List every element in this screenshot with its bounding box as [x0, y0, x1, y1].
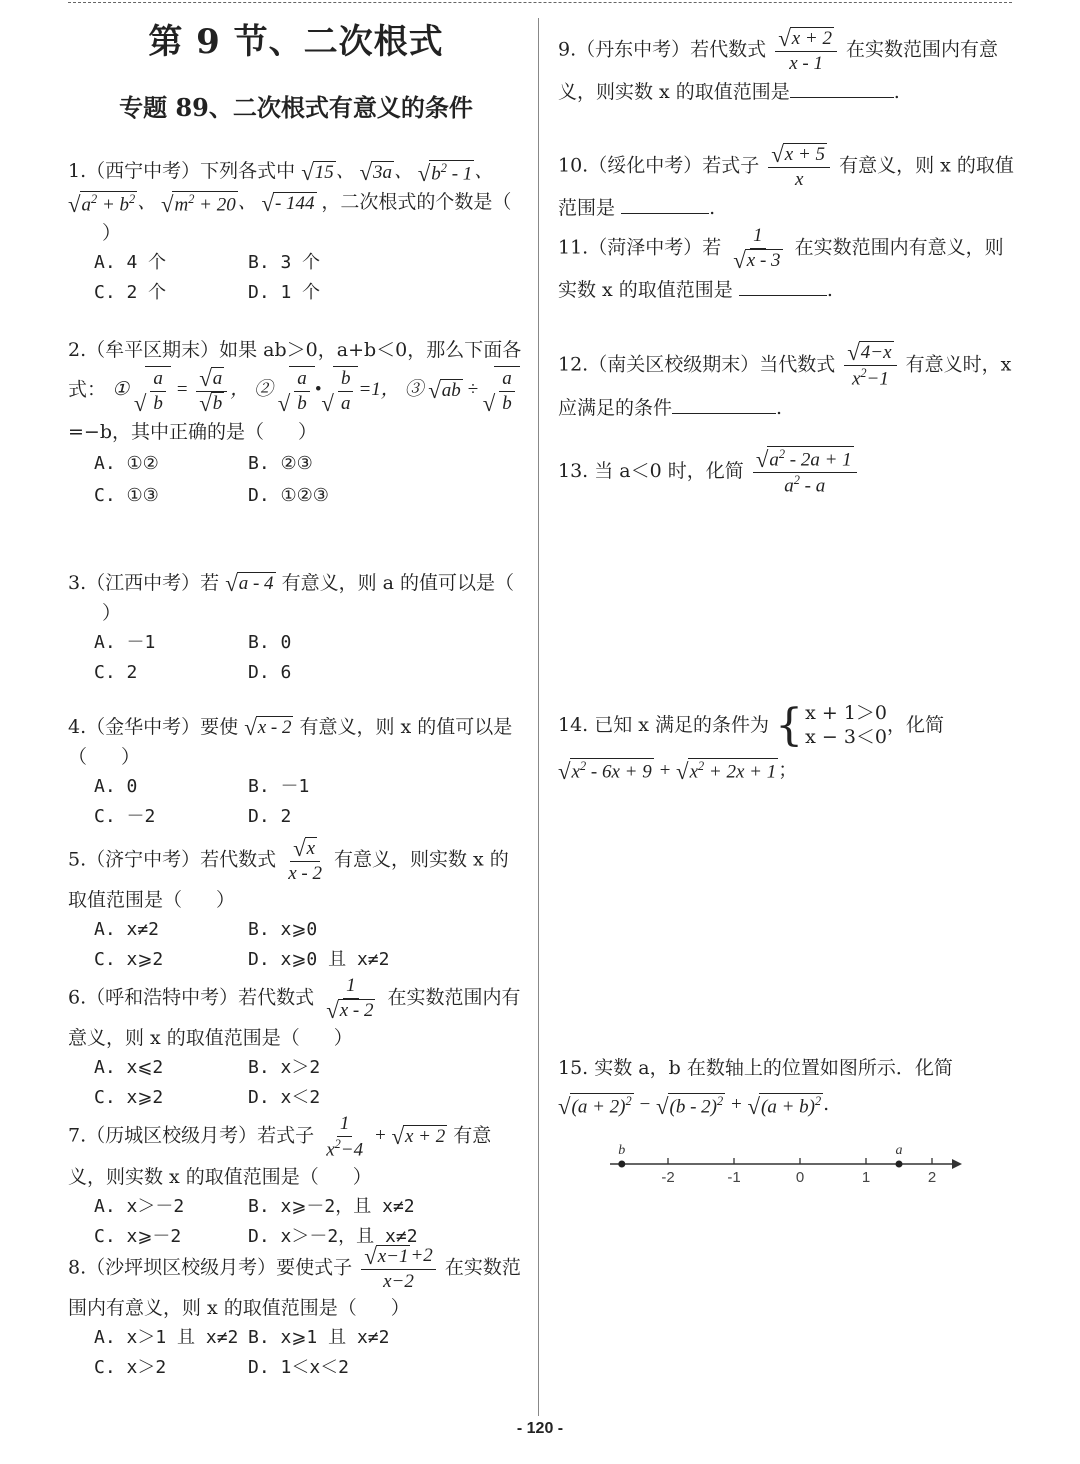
q1-options: [68, 248, 524, 308]
q12-expression: √ 4−x $x^2-1$: [844, 340, 896, 391]
tick-label: 2: [927, 1169, 937, 1186]
q15-expression: √ $(a + 2)^2$ − √ (b - 2)$^2$ + √ $(a + b)^2$: [558, 1093, 822, 1119]
q7-options: [68, 1192, 524, 1252]
option: C. 2 个: [94, 282, 167, 303]
q3-options: [68, 628, 524, 688]
q5-expression: √ x x - 2: [288, 835, 322, 884]
option: B. x＞2: [248, 1057, 321, 1079]
q11-expression: 1 √ x - 3: [733, 225, 781, 274]
option: B. ②③: [248, 453, 313, 475]
option: D. 1 个: [248, 282, 321, 303]
number-line: [600, 1140, 970, 1190]
option: C. x⩾－2: [94, 1225, 182, 1247]
option: B. 0: [248, 632, 292, 653]
question-7: 7.（历城区校级月考）若式子 $\frac{1}{x^2-4}$ + √ x + 2 有意义，则实数 x 的取值范围是（ ） A. x＞－2 B. x⩾－2，且 x≠2 C. x⩾－2 D. x＞－2，且 x≠2: [68, 1112, 524, 1252]
q2-equation-2: ② √ $\frac{a}{b}$ • √ $\frac{b}{a}$ =1，: [253, 368, 400, 416]
option: A. ①②: [94, 453, 159, 475]
topic-title: 专题 89、二次根式有意义的条件: [119, 93, 473, 122]
q8-expression: √ x−1 +2 x−2: [361, 1244, 436, 1293]
tick-label: -2: [661, 1169, 675, 1186]
option: A. x≠2: [94, 919, 160, 941]
option: D. x⩾0 且 x≠2: [248, 949, 390, 971]
question-12: 12.（南关区校级期末）当代数式 √ 4−x $x^2-1$ 有意义时，x 应满足的条件 .: [558, 339, 1012, 419]
answer-blank: [621, 193, 709, 214]
q6-expression: 1 √ x - 2: [326, 975, 374, 1024]
q4-options: [68, 772, 524, 832]
number-line-arrow: [952, 1159, 962, 1169]
top-border: [68, 2, 1012, 3]
answer-blank: [790, 77, 894, 98]
q4-expression: √ x - 2: [244, 715, 292, 741]
question-3: 3.（江西中考）若 √ a - 4 有意义，则 a 的值可以是（） A. －1 B. 0 C. 2 D. 6: [68, 568, 524, 688]
q2-options: [68, 448, 524, 512]
question-8: 8.（沙坪坝区校级月考）要使式子 √ x−1 +2 x−2 在实数范围内有意义，则 x 的取值范围是（ ） A. x＞1 且 x≠2 B. x⩾1 且 x≠2 C. x＞2 D. 1＜x＜2: [68, 1244, 524, 1383]
question-5: 5.（济宁中考）若代数式 √ x x - 2 有意义，则实数 x 的取值范围是（ ） A. x≠2 B. x⩾0 C. x⩾2 D. x⩾0 且 x≠2: [68, 836, 524, 975]
option: C. 2: [94, 662, 138, 683]
question-11: 11.（菏泽中考）若 1 √ x - 3 在实数范围内有意义，则实数 x 的取值范围是 .: [558, 225, 1004, 302]
point-b: [618, 1161, 625, 1168]
point-a: [896, 1161, 903, 1168]
q5-options: [68, 915, 524, 975]
q10-expression: √ x + 5 x: [768, 142, 830, 191]
option: B. 3 个: [248, 252, 321, 273]
option: D. 2: [248, 806, 292, 827]
question-10: 10.（绥化中考）若式子 √ x + 5 x 有意义，则 x 的取值范围是 .: [558, 141, 1014, 220]
option: C. ①③: [94, 485, 159, 507]
tick-label: 1: [861, 1169, 871, 1186]
q14-expression: √ $x^2 - 6x + 9$ + √ $x^2 + 2x + 1$: [558, 759, 777, 785]
q14-condition-system: { x + 1＞0 x − 3＜0: [775, 699, 888, 751]
q3-expression: √ a - 4: [225, 571, 274, 597]
question-2: 2.（牟平区期末）如果 ab＞0，a+b＜0，那么下面各式： ① √ $\frac{a}{b}$ = √ a √ b ， ② √ $\frac{a}{b}$ • √ $\frac{b}{a}$ =1， ③ √ ab ÷ √ $\frac{a}{b}$ =−b，其中正确的是（ ） A. ①② B. ②③ C. ①③ D. ①②③: [68, 334, 524, 512]
option: D. 6: [248, 662, 292, 683]
q7-expression: $\frac{1}{x^2-4}$ + √ x + 2: [326, 1113, 446, 1161]
option: A. －1: [94, 632, 156, 653]
option: A. x＞－2: [94, 1195, 185, 1217]
question-9: 9.（丹东中考）若代数式 √ x + 2 x - 1 在实数范围内有意义，则实数 x 的取值范围是 .: [558, 25, 999, 104]
question-4: 4.（金华中考）要使 √ x - 2 有意义，则 x 的值可以是（ ） A. 0 B. －1 C. －2 D. 2: [68, 712, 524, 832]
question-13: 13. 当 a＜0 时，化简 √ $a^2 - 2a + 1$ $a^2$ - a: [558, 446, 1014, 498]
question-14: 14. 已知 x 满足的条件为 { x + 1＞0 x − 3＜0 ，化简 √ $x^2 - 6x + 9$ + √ $x^2 + 2x + 1$ ；: [558, 699, 945, 785]
option: C. x⩾2: [94, 1087, 164, 1109]
q13-expression: √ $a^2 - 2a + 1$ $a^2$ - a: [753, 446, 857, 498]
option: B. －1: [248, 776, 310, 797]
option: D. 1＜x＜2: [248, 1357, 350, 1379]
option: A. 0: [94, 776, 138, 797]
question-1: 1.（西宁中考）下列各式中 √ 15 、 √ 3a 、 √ $b^2 - 1$ 、 √ $a^2 + b^2$ 、 √ $m^2 + 20$ 、 √ - 144 ，二次根式的个数是（） A. 4 个 B. 3 个 C. 2 个 D. 1 个: [68, 156, 524, 308]
question-6: 6.（呼和浩特中考）若代数式 1 √ x - 2 在实数范围内有意义，则 x 的取值范围是（ ） A. x⩽2 B. x＞2 C. x⩾2 D. x＜2: [68, 974, 524, 1113]
q2-equation-1: ① √ $\frac{a}{b}$ = √ a √ b ，: [112, 365, 254, 417]
option: D. x＜2: [248, 1087, 321, 1109]
tick-label: 0: [795, 1169, 805, 1186]
point-label-a: a: [895, 1143, 903, 1158]
column-divider: [538, 18, 539, 1416]
q2-equation-3: ③ √ ab ÷ √ $\frac{a}{b}$: [405, 379, 520, 400]
option: B. x⩾－2，且 x≠2: [248, 1195, 415, 1217]
q9-expression: √ x + 2 x - 1: [775, 26, 837, 75]
option: D. ①②③: [248, 485, 329, 507]
q6-options: [68, 1053, 524, 1113]
option: A. 4 个: [94, 252, 167, 273]
option: B. x⩾1 且 x≠2: [248, 1327, 390, 1349]
q8-options: [68, 1323, 524, 1383]
option: C. －2: [94, 806, 156, 827]
option: A. x⩽2: [94, 1057, 164, 1079]
option: C. x⩾2: [94, 949, 164, 971]
option: C. x＞2: [94, 1357, 167, 1379]
option: B. x⩾0: [248, 919, 318, 941]
question-15: 15. 实数 a，b 在数轴上的位置如图所示．化简 √ $(a + 2)^2$ − √ (b - 2)$^2$ + √ $(a + b)^2$ .: [558, 1057, 953, 1119]
page-number: - 120 -: [516, 1420, 564, 1437]
point-label-b: b: [618, 1143, 626, 1158]
answer-blank: [739, 275, 827, 296]
option: D. x＞－2，且 x≠2: [248, 1225, 418, 1247]
chapter-title: 第 9 节、二次根式: [148, 22, 444, 62]
tick-label: -1: [727, 1169, 741, 1186]
answer-blank: [672, 393, 776, 414]
option: A. x＞1 且 x≠2: [94, 1327, 239, 1349]
q1-expressions: √ 15 、 √ 3a 、 √ $b^2 - 1$ 、 √ $a^2 + b^2$ 、 √ $m^2 + 20$ 、 √ - 144: [68, 159, 494, 217]
